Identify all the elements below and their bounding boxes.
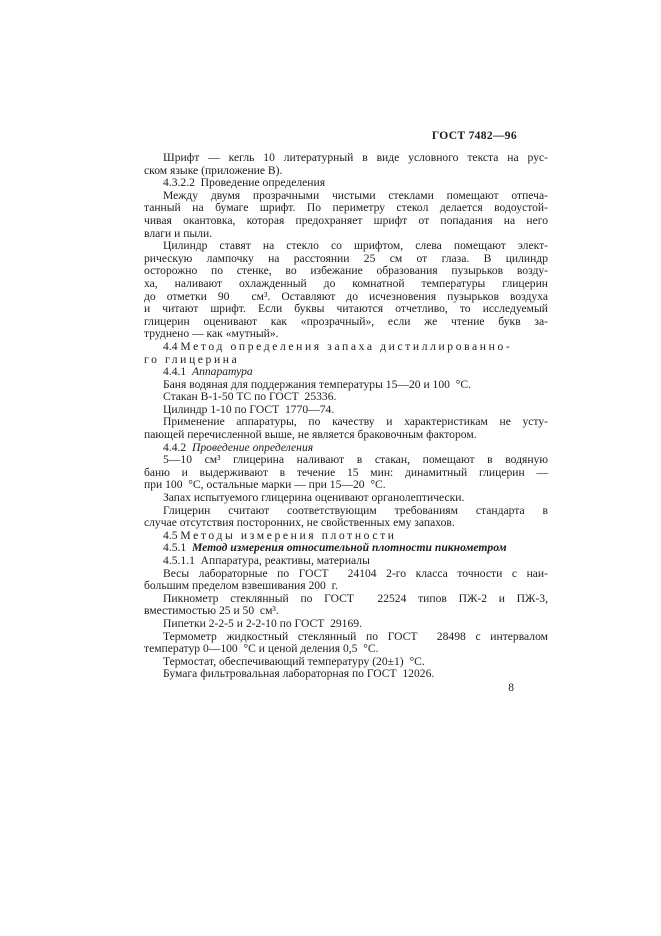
page-number: 8 (508, 682, 514, 694)
text-run: Метод определения запаха дистиллированно- (180, 339, 513, 353)
text-run: Пикнометр стеклянный по ГОСТ 22524 типов ПЖ-2 и ПЖ-3, (163, 591, 548, 605)
text-run: рическую лампочку на расстоянии 25 см от глаза. В цилиндр (144, 251, 548, 265)
text-run: Шрифт — кегль 10 литературный в виде условного текста на рус- (163, 151, 548, 164)
text-run: Запах испытуемого глицерина оценивают органолептически. (163, 491, 465, 505)
text-run: случае отсутствия посторонних, не свойственных ему запахов. (144, 516, 455, 530)
text-run: танный на бумаге шрифт. По периметру стекол делается водоустой- (144, 201, 548, 215)
text-run: глицерин оценивают как «прозрачный», если же чтение букв за- (144, 314, 548, 328)
text-run: 4.3.2.2 Проведение определения (163, 176, 326, 190)
text-run: чивая окантовка, которая предохраняет шрифт от попадания на него (144, 213, 548, 227)
text-run: 4.4 (163, 339, 181, 353)
text-run: Стакан В-1-50 ТС по ГОСТ 25336. (163, 390, 337, 404)
text-run: осторожно по стенке, во избежание образования пузырьков возду- (144, 264, 548, 278)
text-run: Весы лабораторные по ГОСТ 24104 2-го класса точности с наи- (163, 566, 548, 580)
text-run: Метод измерения относительной плотности пикнометром (191, 541, 507, 555)
text-run: Применение аппаратуры, по качеству и характеристикам не усту- (163, 415, 548, 429)
text-run: 4.5.1 (163, 541, 192, 555)
text-run: температур 0—100 °С и ценой деления 0,5 °С. (144, 642, 379, 656)
text-run: Термометр жидкостный стеклянный по ГОСТ 28498 с интервалом (163, 629, 548, 643)
text-run: Бумага фильтровальная лабораторная по ГОСТ 12026. (163, 667, 435, 681)
text-run: вместимостью 25 и 50 см³. (144, 604, 279, 618)
text-run: 4.4.1 (163, 365, 192, 379)
text-run: при 100 °С, остальные марки — при 15—20 °С. (144, 478, 386, 492)
text-run: большим пределом взвешивания 200 г. (144, 579, 338, 593)
text-run: Методы измерения плотности (180, 528, 397, 542)
text-run: пающей перечисленной выше, не является браковочным фактором. (144, 428, 477, 442)
text-run: труднено — как «мутный». (144, 327, 279, 341)
doc-line (144, 668, 548, 681)
text-run: влаги и пыли. (144, 226, 213, 240)
text-run: 4.4.2 (163, 440, 192, 454)
text-run: и читают шрифт. Если буквы читаются отчетливо, то исследуемый (144, 302, 548, 316)
text-run: Глицерин считают соответствующим требованиям стандарта в (163, 503, 548, 517)
text-run: Проведение определения (191, 440, 314, 454)
text-run: Цилиндр ставят на стекло со шрифтом, слева помещают элект- (163, 239, 548, 253)
text-run: ском языке (приложение В). (144, 163, 283, 177)
document-body (144, 152, 548, 681)
text-run: Пипетки 2-2-5 и 2-2-10 по ГОСТ 29169. (163, 616, 362, 630)
text-run: баню и выдерживают в течение 15 мин: динамитный глицерин — (144, 465, 548, 479)
text-run: Аппаратура (191, 365, 253, 379)
text-run: до отметки 90 см³. Оставляют до исчезновения пузырьков воздуха (144, 289, 548, 303)
running-header: ГОСТ 7482—96 (431, 130, 517, 142)
text-run: ха, наливают охлажденный до комнатной температуры глицерин (144, 276, 548, 290)
text-run: Между двумя прозрачными чистыми стеклами помещают отпеча- (163, 188, 548, 202)
text-run: го глицерина (144, 352, 240, 366)
text-run: 4.5.1.1 Аппаратура, реактивы, материалы (163, 554, 370, 567)
text-run: 4.5 (163, 528, 181, 542)
text-run: Баня водяная для поддержания температуры 15—20 и 100 °С. (163, 377, 472, 391)
text-run: Цилиндр 1-10 по ГОСТ 1770—74. (163, 402, 335, 416)
text-run: Термостат, обеспечивающий температуру (20±1) °С. (163, 654, 425, 668)
text-run: 5—10 см³ глицерина наливают в стакан, помещают в водяную (163, 453, 548, 467)
